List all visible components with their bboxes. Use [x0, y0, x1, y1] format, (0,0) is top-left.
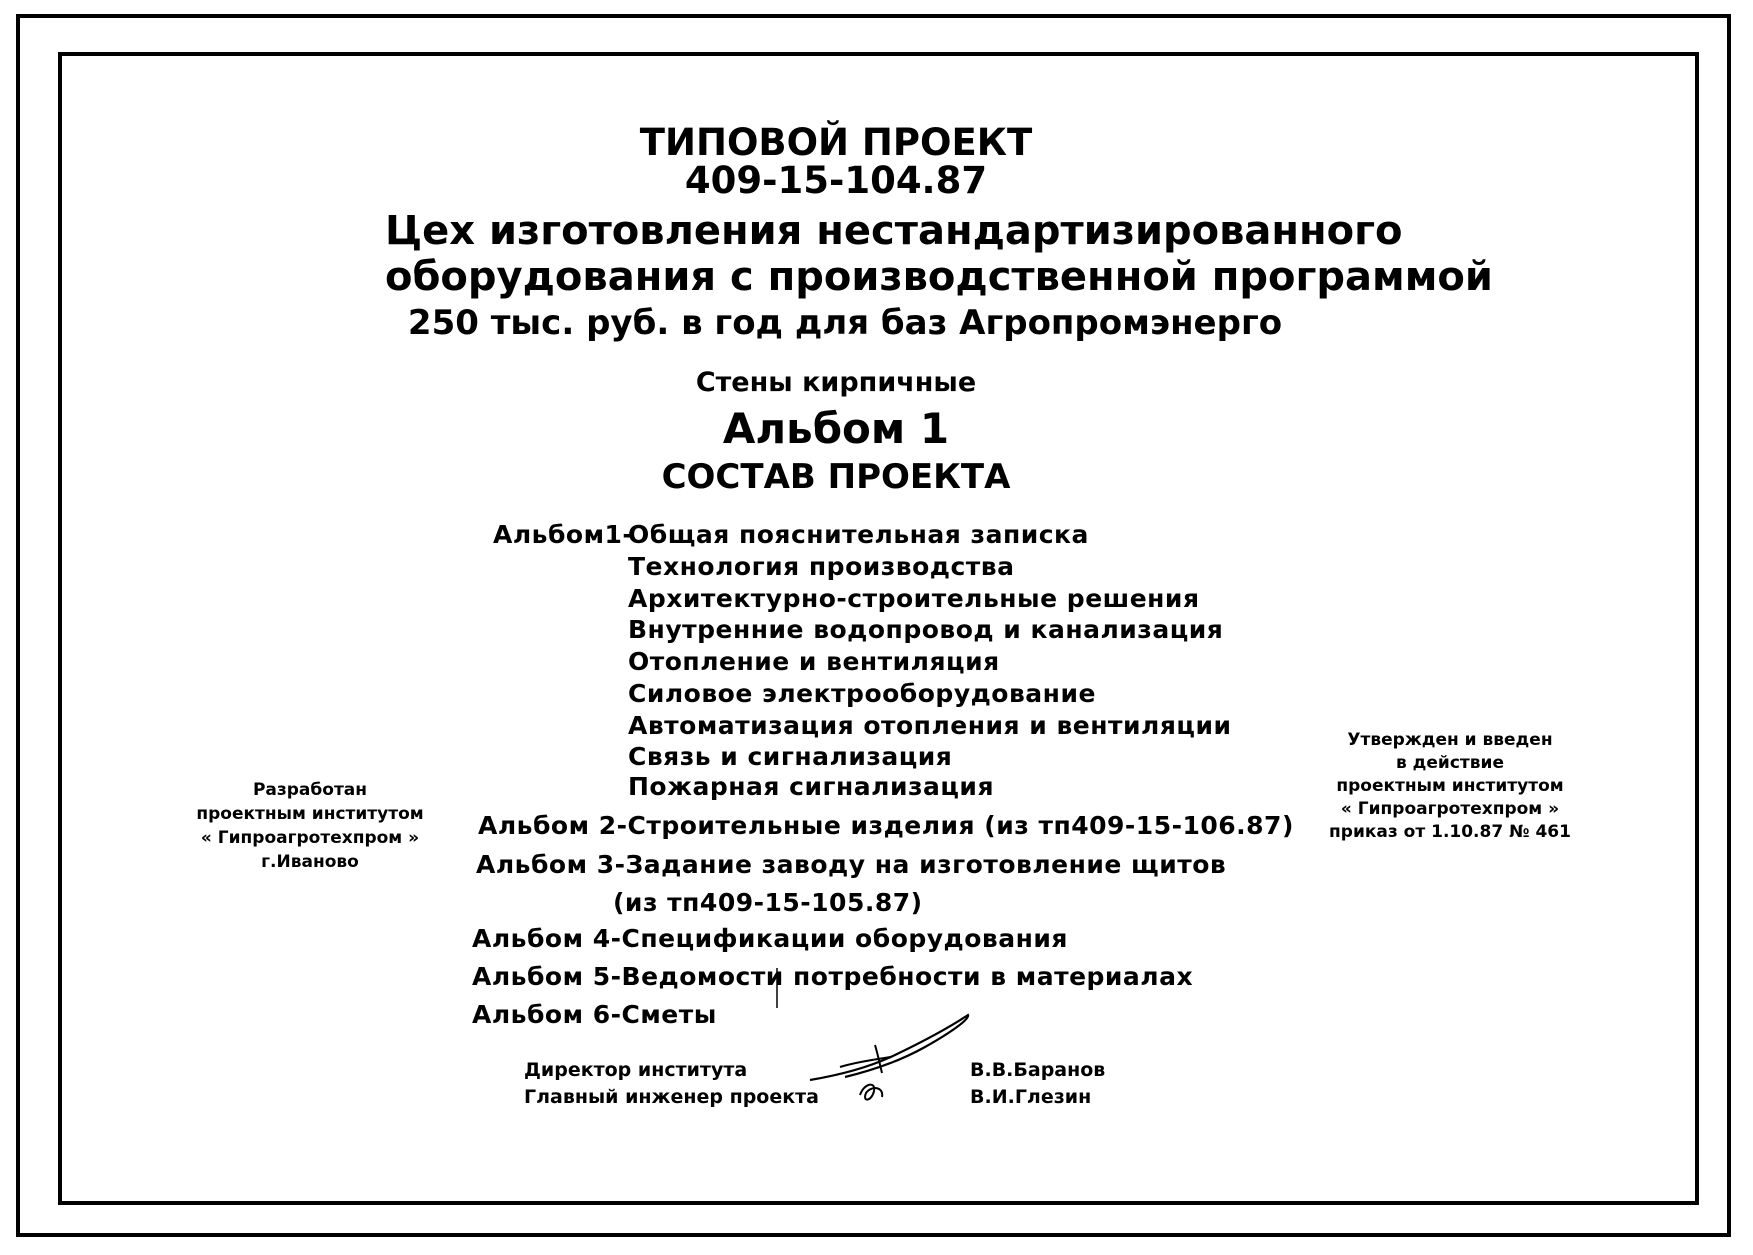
developed-by-line: г.Иваново	[261, 852, 359, 872]
album5-line: Альбом 5-Ведомости потребности в материалах	[472, 962, 1194, 991]
chief-engineer-role: Главный инженер проекта	[524, 1086, 819, 1108]
subtitle: Стены кирпичные	[695, 367, 977, 398]
approved-line: « Гипроагротехпром »	[1340, 799, 1560, 819]
project-type: ТИПОВОЙ ПРОЕКТ	[639, 121, 1033, 164]
director-name: В.В.Баранов	[970, 1059, 1106, 1081]
developed-by-line: « Гипроагротехпром »	[200, 828, 420, 848]
title-line-2: оборудования с производственной программой	[385, 254, 1493, 300]
approved-line: проектным институтом	[1336, 776, 1564, 796]
divider-tick	[775, 968, 779, 1008]
album1-item: Силовое электрооборудование	[628, 679, 1096, 708]
approved-order: приказ от 1.10.87 № 461	[1329, 822, 1571, 842]
developed-by-line: Разработан	[252, 780, 368, 800]
developed-by-line: проектным институтом	[196, 804, 424, 824]
approved-line: Утвержден и введен	[1347, 730, 1553, 750]
project-number: 409-15-104.87	[684, 159, 988, 202]
album1-item: Пожарная сигнализация	[628, 772, 995, 801]
album1-item: Внутренние водопровод и канализация	[628, 615, 1224, 644]
section-title: СОСТАВ ПРОЕКТА	[661, 457, 1011, 497]
album4-line: Альбом 4-Спецификации оборудования	[472, 924, 1068, 953]
album1-item: Связь и сигнализация	[628, 742, 953, 771]
title-line-1: Цех изготовления нестандартизированного	[385, 208, 1403, 254]
title-line-3: 250 тыс. руб. в год для баз Агропромэнерго	[407, 303, 1283, 343]
album1-item: Общая пояснительная записка	[628, 520, 1089, 549]
album1-item: Автоматизация отопления и вентиляции	[628, 711, 1232, 740]
album3-line-2: (из тп409-15-105.87)	[613, 888, 923, 917]
album1-label: Альбом1-	[493, 520, 634, 549]
album1-item: Архитектурно-строительные решения	[628, 584, 1200, 613]
album1-item: Отопление и вентиляция	[628, 647, 1000, 676]
chief-engineer-name: В.И.Глезин	[970, 1086, 1092, 1108]
handwritten-signature-icon	[800, 1005, 980, 1115]
album-title: Альбом 1	[722, 404, 950, 453]
album3-line: Альбом 3-Задание заводу на изготовление щитов	[476, 850, 1227, 879]
album2-line: Альбом 2-Строительные изделия (из тп409-15-106.87)	[478, 811, 1294, 840]
approved-line: в действие	[1396, 753, 1504, 773]
director-role: Директор института	[524, 1059, 748, 1081]
album1-item: Технология производства	[628, 552, 1015, 581]
album6-line: Альбом 6-Сметы	[472, 1000, 717, 1029]
